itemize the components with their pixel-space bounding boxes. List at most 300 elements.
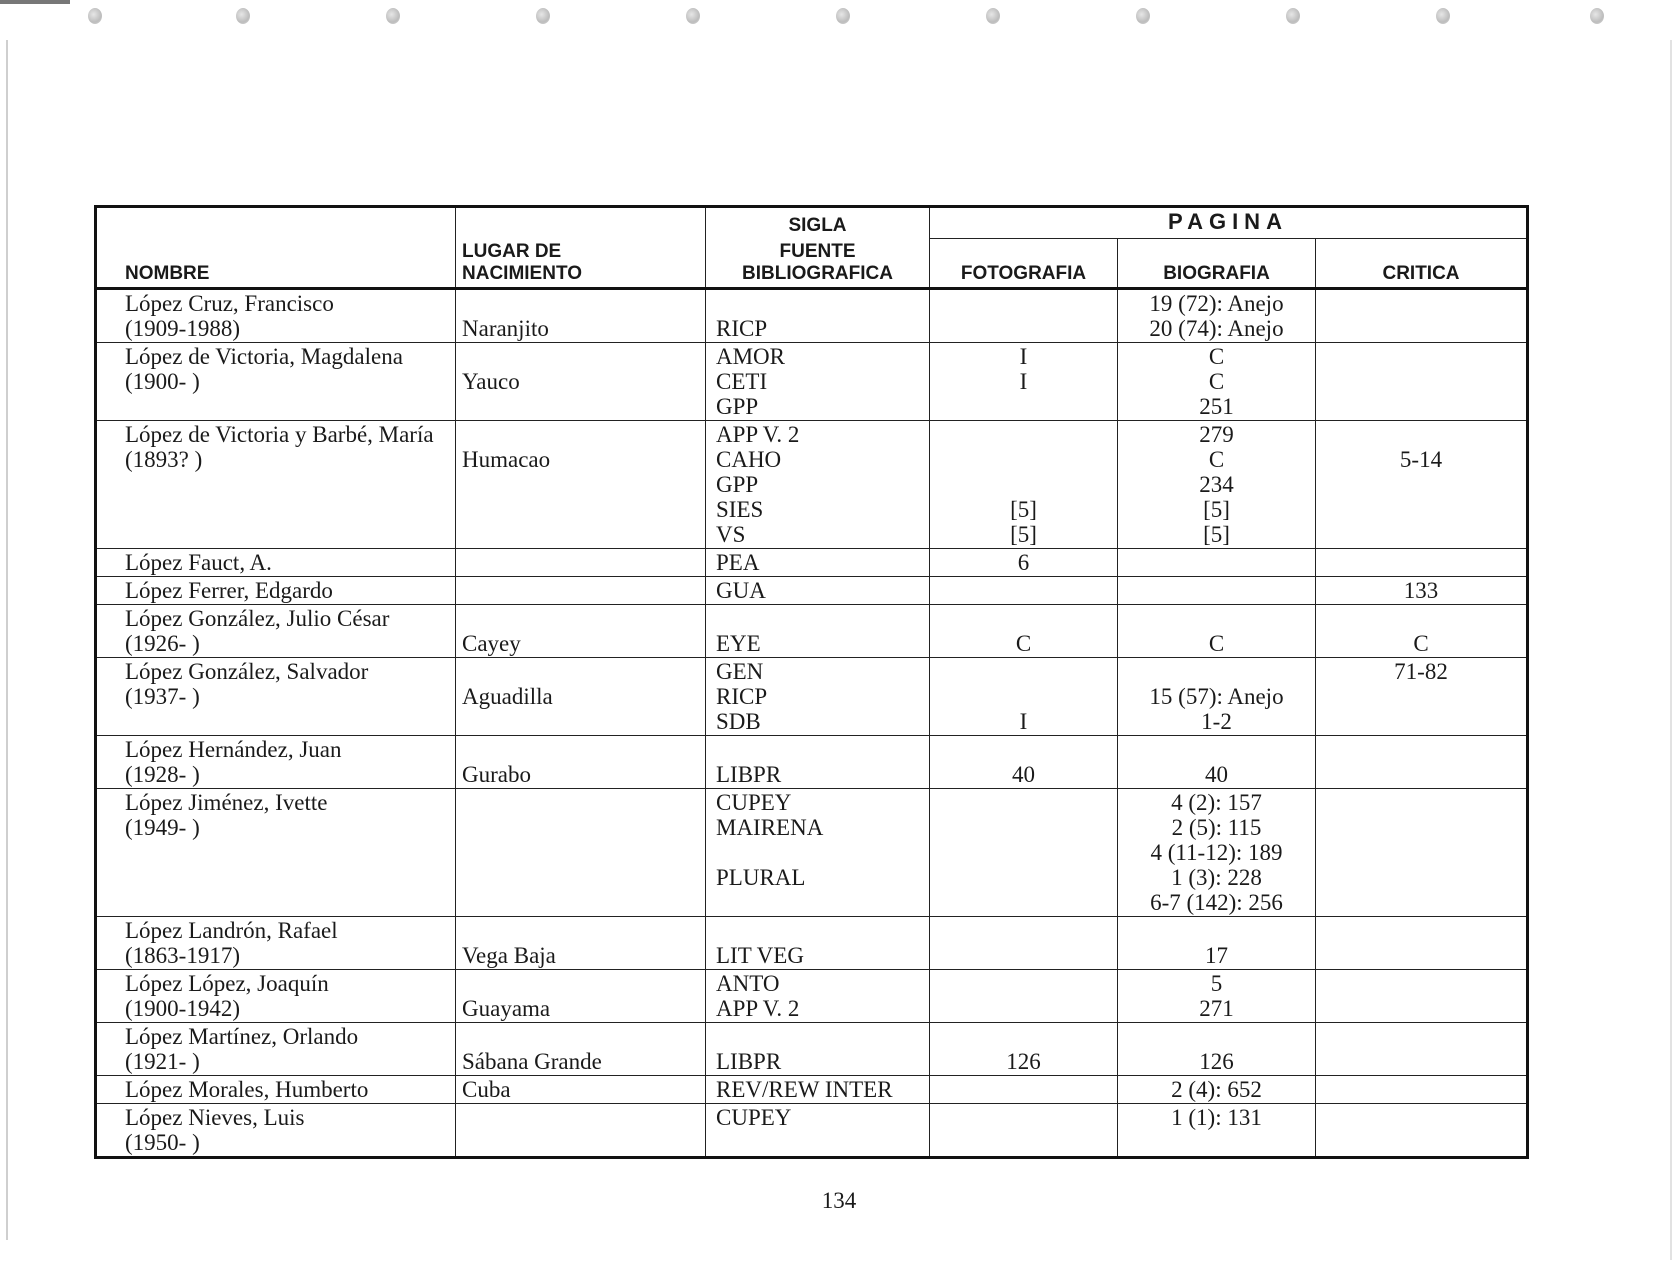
cell-line [1320,394,1522,419]
cell-line [1320,472,1522,497]
binder-hole-icon [986,8,1000,24]
cell-fuente [706,549,930,577]
cell-critica [1316,970,1528,1023]
cell-biografia [1118,1023,1316,1076]
cell-fotografia [930,736,1118,789]
cell-line [462,550,701,575]
cell-line: López Martínez, Orlando [125,1024,359,1049]
cell-line: (1921- ) [125,1049,200,1074]
cell-line [462,394,701,419]
binder-hole-icon [1590,8,1604,24]
cell-line [1122,1130,1311,1155]
cell-biografia [1118,917,1316,970]
cell-fuente [706,1076,930,1104]
cell-line [462,790,701,815]
cell-fotografia [930,1104,1118,1158]
cell-line: ANTO [716,971,780,996]
cell-line: C [1015,631,1032,656]
cell-line: López Morales, Humberto [125,1077,369,1102]
cell-line: 279 [1199,422,1234,447]
table-row [96,289,1528,343]
cell-line [462,971,701,996]
cell-line [462,659,701,684]
cell-lugar [456,605,706,658]
cell-line: REV/REW INTER [716,1077,893,1102]
cell-line: Guayama [462,996,551,1021]
cell-fuente [706,1104,930,1158]
header-biografia: BIOGRAFIA [1118,239,1316,289]
cell-biografia [1118,736,1316,789]
cell-line [462,890,701,915]
cell-line: C [1208,447,1225,472]
cell-line [934,394,1113,419]
cell-nombre [96,289,456,343]
table-row [96,421,1528,549]
cell-line: 1 (3): 228 [1171,865,1262,890]
cell-fuente [706,789,930,917]
binder-hole-icon [1136,8,1150,24]
cell-line: 6-7 (142): 256 [1150,890,1283,915]
cell-line [1320,996,1522,1021]
cell-line [1122,918,1311,943]
cell-line: López Fauct, A. [125,550,272,575]
header-fotografia: FOTOGRAFIA [930,239,1118,289]
cell-line [934,422,1113,447]
cell-line: APP V. 2 [716,422,800,447]
cell-critica [1316,549,1528,577]
cell-line [1320,1049,1522,1074]
cell-line: Sábana Grande [462,1049,602,1074]
cell-line [716,737,925,762]
cell-biografia [1118,421,1316,549]
cell-line [934,1130,1113,1155]
cell-critica [1316,343,1528,421]
cell-biografia [1118,658,1316,736]
page-right-edge [1670,40,1672,1260]
cell-critica [1316,577,1528,605]
cell-line [1320,369,1522,394]
cell-fotografia [930,343,1118,421]
cell-line [934,1024,1113,1049]
cell-line [934,472,1113,497]
binder-hole-icon [836,8,850,24]
cell-line: CAHO [716,447,782,472]
header-lugar: LUGAR DE NACIMIENTO [456,207,706,289]
cell-fuente [706,658,930,736]
cell-line [462,840,701,865]
cell-critica [1316,1076,1528,1104]
cell-line: 17 [1205,943,1228,968]
header-sigla-fuente: SIGLA FUENTE BIBLIOGRAFICA [706,207,930,289]
cell-line: GEN [716,659,764,684]
cell-nombre [96,605,456,658]
cell-line: Vega Baja [462,943,556,968]
cell-line [1320,522,1522,547]
cell-line [125,890,451,915]
cell-critica [1316,421,1528,549]
cell-line: López Nieves, Luis [125,1105,305,1130]
binder-hole-icon [236,8,250,24]
cell-lugar [456,577,706,605]
cell-line: (1937- ) [125,684,200,709]
cell-line: 126 [1006,1049,1041,1074]
cell-line [125,709,451,734]
cell-biografia [1118,289,1316,343]
cell-fuente [706,605,930,658]
cell-fotografia [930,1023,1118,1076]
cell-line [1320,684,1522,709]
cell-line: CUPEY [716,1105,792,1130]
binder-hole-icon [88,8,102,24]
cell-line: 20 (74): Anejo [1149,316,1284,341]
cell-fuente [706,289,930,343]
cell-line [934,578,1113,603]
cell-critica [1316,736,1528,789]
cell-line [1122,1024,1311,1049]
cell-fuente [706,577,930,605]
cell-line [125,394,451,419]
cell-line [934,447,1113,472]
cell-critica [1316,658,1528,736]
cell-nombre [96,658,456,736]
cell-line [1320,790,1522,815]
cell-line [716,1024,925,1049]
cell-nombre [96,549,456,577]
cell-line: 1-2 [1201,709,1232,734]
cell-line: SIES [716,497,764,522]
cell-biografia [1118,1104,1316,1158]
cell-line [1320,344,1522,369]
cell-line: (1950- ) [125,1130,200,1155]
cell-line [934,684,1113,709]
cell-line: López González, Salvador [125,659,369,684]
cell-critica [1316,605,1528,658]
cell-line [1320,943,1522,968]
cell-line: (1893? ) [125,447,203,472]
cell-line [462,522,701,547]
cell-nombre [96,1104,456,1158]
cell-line: LIBPR [716,1049,782,1074]
cell-lugar [456,289,706,343]
cell-line: Yauco [462,369,520,394]
cell-line [125,865,451,890]
cell-line [934,316,1113,341]
cell-line [1122,550,1311,575]
cell-line: SDB [716,709,761,734]
cell-line: [5] [1203,522,1230,547]
cell-nombre [96,789,456,917]
cell-line: 133 [1403,578,1439,603]
cell-line: PEA [716,550,760,575]
cell-fuente [706,970,930,1023]
cell-nombre [96,343,456,421]
cell-lugar [456,343,706,421]
cell-line [1320,971,1522,996]
cell-line [934,291,1113,316]
table-row [96,1104,1528,1158]
cell-line [934,918,1113,943]
cell-lugar [456,970,706,1023]
cell-biografia [1118,970,1316,1023]
cell-fotografia [930,421,1118,549]
cell-nombre [96,970,456,1023]
cell-line: 2 (5): 115 [1171,815,1262,840]
cell-line [1122,737,1311,762]
cell-line [934,790,1113,815]
cell-line: 40 [1205,762,1228,787]
cell-critica [1316,917,1528,970]
cell-line [125,522,451,547]
cell-line: GUA [716,578,766,603]
cell-line [1320,1077,1522,1102]
cell-line: I [1019,709,1028,734]
cell-line: López López, Joaquín [125,971,329,996]
cell-line: (1928- ) [125,762,200,787]
cell-line: I [1019,369,1028,394]
cell-line [1320,890,1522,915]
cell-line [125,472,451,497]
binder-hole-icon [686,8,700,24]
cell-line: 5-14 [1399,447,1443,472]
cell-fotografia [930,577,1118,605]
cell-nombre [96,1023,456,1076]
table-row [96,736,1528,789]
header-nombre: NOMBRE [96,207,456,289]
cell-fotografia [930,970,1118,1023]
cell-biografia [1118,1076,1316,1104]
page-edge-mark [0,0,70,4]
cell-line [716,606,925,631]
cell-line [462,497,701,522]
cell-line: RICP [716,316,768,341]
cell-line [934,840,1113,865]
cell-line [1122,659,1311,684]
cell-biografia [1118,343,1316,421]
cell-nombre [96,421,456,549]
cell-line: C [1208,631,1225,656]
cell-line [462,472,701,497]
cell-line: 271 [1199,996,1234,1021]
cell-lugar [456,789,706,917]
cell-nombre [96,736,456,789]
cell-line [462,737,701,762]
cell-line [934,737,1113,762]
cell-lugar [456,549,706,577]
cell-line [1320,762,1522,787]
cell-line: PLURAL [716,865,806,890]
cell-line: 15 (57): Anejo [1149,684,1284,709]
table-row [96,970,1528,1023]
cell-line: [5] [1203,497,1230,522]
cell-line: 40 [1012,762,1035,787]
cell-line [934,996,1113,1021]
cell-lugar [456,1076,706,1104]
cell-line: (1900-1942) [125,996,240,1021]
cell-biografia [1118,605,1316,658]
binder-hole-icon [386,8,400,24]
cell-line [1320,606,1522,631]
table-row [96,789,1528,917]
cell-biografia [1118,789,1316,917]
cell-line: VS [716,522,746,547]
cell-line: (1949- ) [125,815,200,840]
cell-line [1320,840,1522,865]
cell-fotografia [930,549,1118,577]
cell-line [934,606,1113,631]
cell-line [934,865,1113,890]
cell-line: RICP [716,684,768,709]
cell-line [462,606,701,631]
cell-line [462,865,701,890]
cell-lugar [456,917,706,970]
cell-line [462,291,701,316]
cell-line: (1926- ) [125,631,200,656]
cell-line [934,890,1113,915]
cell-biografia [1118,549,1316,577]
cell-line [1122,606,1311,631]
cell-line [462,815,701,840]
cell-line [1122,578,1311,603]
cell-line: LIT VEG [716,943,804,968]
cell-fotografia [930,289,1118,343]
cell-critica [1316,289,1528,343]
cell-line [1320,422,1522,447]
cell-fotografia [930,658,1118,736]
binder-hole-icon [536,8,550,24]
cell-line: Humacao [462,447,551,472]
cell-fotografia [930,789,1118,917]
cell-line [125,497,451,522]
cell-fuente [706,917,930,970]
cell-fuente [706,1023,930,1076]
cell-fotografia [930,917,1118,970]
cell-line: 19 (72): Anejo [1149,291,1284,316]
cell-line: López Jiménez, Ivette [125,790,328,815]
binder-hole-icon [1436,8,1450,24]
cell-line [716,890,925,915]
cell-critica [1316,1104,1528,1158]
cell-line: 2 (4): 652 [1171,1077,1262,1102]
cell-line [716,1130,925,1155]
cell-line [462,1130,701,1155]
cell-line: CETI [716,369,768,394]
cell-line [1320,1130,1522,1155]
cell-line: Naranjito [462,316,549,341]
table-row [96,605,1528,658]
cell-nombre [96,1076,456,1104]
cell-line: 6 [1017,550,1030,575]
cell-line: APP V. 2 [716,996,800,1021]
binder-hole-icon [1286,8,1300,24]
cell-line: 71-82 [1394,659,1448,684]
table-row [96,343,1528,421]
cell-line: 4 (11-12): 189 [1150,840,1283,865]
cell-line [1320,291,1522,316]
cell-line: C [1208,369,1225,394]
cell-line: López González, Julio César [125,606,390,631]
cell-line: López de Victoria y Barbé, María [125,422,434,447]
cell-line: López de Victoria, Magdalena [125,344,403,369]
cell-critica [1316,789,1528,917]
cell-biografia [1118,577,1316,605]
cell-line: I [1019,344,1028,369]
cell-line [934,815,1113,840]
cell-line [934,1105,1113,1130]
page-left-edge [6,40,8,1240]
cell-line: C [1208,344,1225,369]
cell-line: (1900- ) [125,369,200,394]
cell-line: Gurabo [462,762,531,787]
cell-line [934,659,1113,684]
cell-line: LIBPR [716,762,782,787]
cell-nombre [96,577,456,605]
cell-line [1320,865,1522,890]
cell-lugar [456,658,706,736]
cell-line [1320,316,1522,341]
cell-fotografia [930,1076,1118,1104]
cell-line [716,291,925,316]
cell-line: Cayey [462,631,521,656]
cell-line [934,971,1113,996]
cell-line: López Cruz, Francisco [125,291,334,316]
cell-line: [5] [1010,522,1037,547]
cell-line [1320,918,1522,943]
cell-line: GPP [716,472,759,497]
cell-line [462,1105,701,1130]
cell-line: López Landrón, Rafael [125,918,338,943]
cell-line: CUPEY [716,790,792,815]
cell-line [125,840,451,865]
cell-line [1320,709,1522,734]
cell-fotografia [930,605,1118,658]
cell-lugar [456,421,706,549]
cell-line [462,578,701,603]
cell-line: MAIRENA [716,815,824,840]
cell-fuente [706,343,930,421]
table-row [96,577,1528,605]
cell-fuente [706,421,930,549]
table-row [96,658,1528,736]
cell-line: (1909-1988) [125,316,240,341]
cell-line: GPP [716,394,759,419]
cell-line [934,1077,1113,1102]
cell-line: Aguadilla [462,684,553,709]
table-row [96,1023,1528,1076]
cell-nombre [96,917,456,970]
cell-line: 1 (1): 131 [1171,1105,1262,1130]
cell-line: 251 [1199,394,1234,419]
cell-line [1320,1024,1522,1049]
header-pagina: PAGINA [930,207,1528,239]
cell-line: 126 [1199,1049,1234,1074]
cell-line [462,709,701,734]
table-row [96,917,1528,970]
cell-line: López Ferrer, Edgardo [125,578,333,603]
cell-line: Cuba [462,1077,511,1102]
cell-line [1320,815,1522,840]
cell-line [462,344,701,369]
cell-lugar [456,1104,706,1158]
cell-lugar [456,736,706,789]
cell-line [1320,497,1522,522]
table-row [96,1076,1528,1104]
cell-line [934,943,1113,968]
cell-line [462,1024,701,1049]
cell-lugar [456,1023,706,1076]
cell-line [716,918,925,943]
cell-line [1320,1105,1522,1130]
cell-line [462,422,701,447]
